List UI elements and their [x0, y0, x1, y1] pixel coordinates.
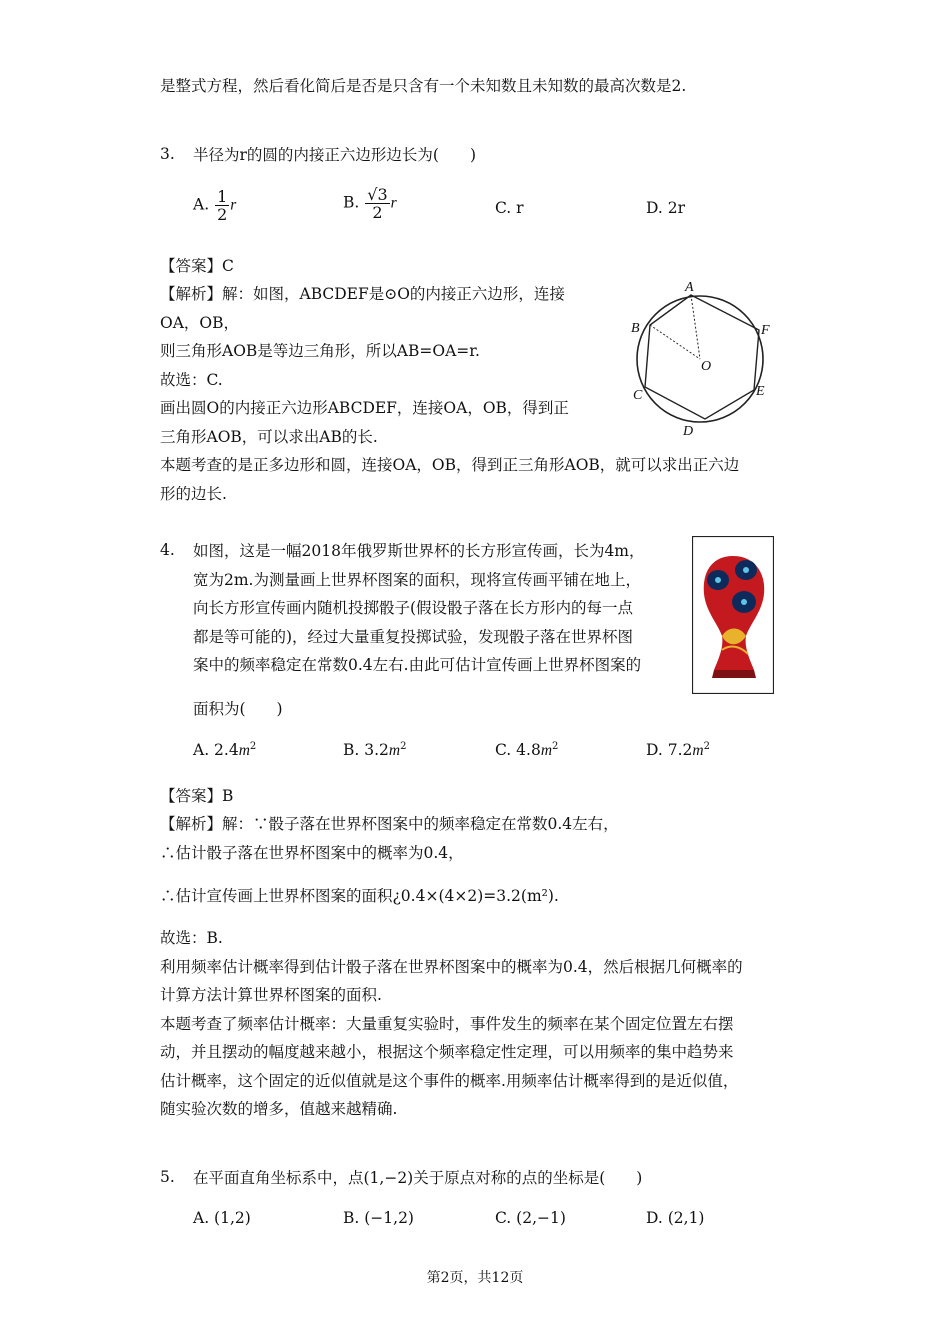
q5-option-d[interactable]: D. (2,1)	[646, 1209, 705, 1227]
q4-analysis-line-1: 【解析】解：∵骰子落在世界杯图案中的频率稳定在常数0.4左右，	[160, 815, 619, 833]
q4-option-a[interactable]	[193, 741, 256, 760]
label-e: E	[756, 384, 765, 399]
q3-analysis-line-7: 本题考查的是正多边形和圆，连接OA，OB，得到正三角形AOB，就可以求出正六边	[160, 456, 740, 474]
emblem-base	[712, 670, 756, 678]
q4-stem-line-3: 向长方形宣传画内随机投掷骰子(假设骰子落在长方形内的每一点	[193, 599, 634, 617]
q3-option-b-fraction	[365, 186, 389, 221]
hexagon-figure	[625, 275, 785, 440]
emblem-dot-left	[715, 577, 721, 583]
q4-stem-line-5: 案中的频率稳定在常数0.4左右.由此可估计宣传画上世界杯图案的	[193, 656, 642, 674]
q4-number: 4.	[160, 541, 175, 559]
q4-stem-line-4: 都是等可能的)，经过大量重复投掷试验，发现骰子落在世界杯图	[193, 628, 634, 646]
q4-answer: 【答案】B	[160, 787, 234, 805]
q4-analysis-line-5: 利用频率估计概率得到估计骰子落在世界杯图案中的概率为0.4，然后根据几何概率的	[160, 958, 743, 976]
q4-analysis-line-10: 随实验次数的增多，值越来越精确.	[160, 1100, 398, 1118]
q5-option-c[interactable]: C. (2,−1)	[495, 1209, 566, 1227]
world-cup-emblem-figure	[692, 536, 774, 694]
q3-option-a[interactable]	[193, 188, 236, 223]
page-footer: 第2页，共12页	[426, 1270, 524, 1286]
hexagon-abcdef	[645, 295, 759, 419]
q3-b-numerator: √3	[367, 185, 388, 204]
q4-option-a-unit: m	[238, 742, 250, 760]
q4-option-c-unit: m	[540, 742, 553, 760]
q3-answer: 【答案】C	[160, 257, 234, 275]
emblem-dot-top	[743, 567, 749, 573]
q3-analysis-line-5: 画出圆O的内接正六边形ABCDEF，连接OA，OB，得到正	[160, 399, 569, 417]
q4-analysis-line-9: 估计概率，这个固定的近似值就是这个事件的概率.用频率估计概率得到的是近似值，	[160, 1072, 739, 1090]
q4-option-d[interactable]	[646, 741, 710, 760]
q4-analysis-line-7: 本题考查了频率估计概率：大量重复实验时，事件发生的频率在某个固定位置左右摆	[160, 1015, 734, 1033]
q4-analysis-line-4: 故选：B.	[160, 929, 223, 947]
q4-analysis-line-8: 动，并且摆动的幅度越来越小，根据这个频率稳定性定理，可以用频率的集中趋势来	[160, 1043, 734, 1061]
q3-analysis-line-2: OA，OB，	[160, 314, 239, 332]
label-a: A	[685, 280, 694, 295]
emblem-dot-bottom	[741, 599, 747, 605]
q4-option-c-exp: 2	[552, 741, 559, 752]
q4-option-c[interactable]	[495, 741, 558, 760]
q3-option-c[interactable]: C. r	[495, 199, 524, 217]
q3-stem: 半径为r的圆的内接正六边形边长为( )	[193, 146, 477, 164]
label-b: B	[631, 321, 640, 336]
q5-option-a[interactable]: A. (1,2)	[193, 1209, 251, 1227]
q3-a-denominator: 2	[217, 205, 228, 224]
label-o: O	[701, 359, 712, 374]
intro-line: 是整式方程，然后看化简后是否是只含有一个未知数且未知数的最高次数是2.	[160, 77, 687, 95]
label-f: F	[761, 323, 770, 338]
q5-option-b[interactable]: B. (−1,2)	[343, 1209, 414, 1227]
segment-ob	[650, 325, 700, 359]
q3-a-var: r	[230, 196, 237, 214]
label-d: D	[683, 424, 694, 439]
q4-stem-line-6: 面积为( )	[193, 700, 283, 718]
q3-analysis-line-3: 则三角形AOB是等边三角形，所以AB=OA=r.	[160, 342, 480, 360]
q4-option-a-exp: 2	[249, 741, 257, 752]
q3-analysis-line-6: 三角形AOB，可以求出AB的长.	[160, 428, 378, 446]
q4-option-b-unit: m	[388, 742, 401, 760]
q3-option-a-label: A.	[193, 195, 210, 214]
q4-option-c-value: C. 4.8	[495, 741, 541, 760]
q3-option-b-label: B.	[343, 193, 360, 212]
q3-number: 3.	[160, 145, 175, 163]
q3-analysis-line-1: 【解析】解：如图，ABCDEF是⊙O的内接正六边形，连接	[160, 285, 565, 303]
q4-option-b-exp: 2	[400, 741, 407, 752]
q4-option-b[interactable]	[343, 741, 406, 760]
q3-b-var: r	[390, 194, 397, 212]
q4-analysis-line-3: ∴估计宣传画上世界杯图案的面积¿0.4×(4×2)=3.2(m²).	[160, 887, 559, 905]
q3-analysis-line-4: 故选：C.	[160, 371, 223, 389]
q3-analysis-line-8: 形的边长.	[160, 485, 227, 503]
q4-analysis-line-6: 计算方法计算世界杯图案的面积.	[160, 986, 382, 1004]
q3-a-numerator: 1	[217, 187, 228, 206]
q4-option-a-value: A. 2.4	[193, 741, 239, 760]
q4-option-d-exp: 2	[703, 741, 710, 752]
q4-option-b-value: B. 3.2	[343, 741, 389, 760]
q5-number: 5.	[160, 1168, 175, 1186]
q3-b-denominator: 2	[372, 203, 383, 222]
q4-stem-line-1: 如图，这是一幅2018年俄罗斯世界杯的长方形宣传画，长为4m，	[193, 542, 645, 560]
q3-option-a-fraction	[215, 188, 229, 223]
q4-analysis-line-2: ∴估计骰子落在世界杯图案中的概率为0.4，	[160, 844, 464, 862]
q3-option-d[interactable]: D. 2r	[646, 199, 685, 217]
q5-stem: 在平面直角坐标系中，点(1,−2)关于原点对称的点的坐标是( )	[193, 1169, 643, 1187]
q3-option-b[interactable]	[343, 186, 397, 221]
q4-stem-line-2: 宽为2m.为测量画上世界杯图案的面积，现将宣传画平铺在地上，	[193, 571, 641, 589]
segment-oa	[691, 295, 700, 359]
label-c: C	[633, 388, 643, 403]
q4-option-d-value: D. 7.2	[646, 741, 693, 760]
q4-option-d-unit: m	[692, 742, 704, 760]
